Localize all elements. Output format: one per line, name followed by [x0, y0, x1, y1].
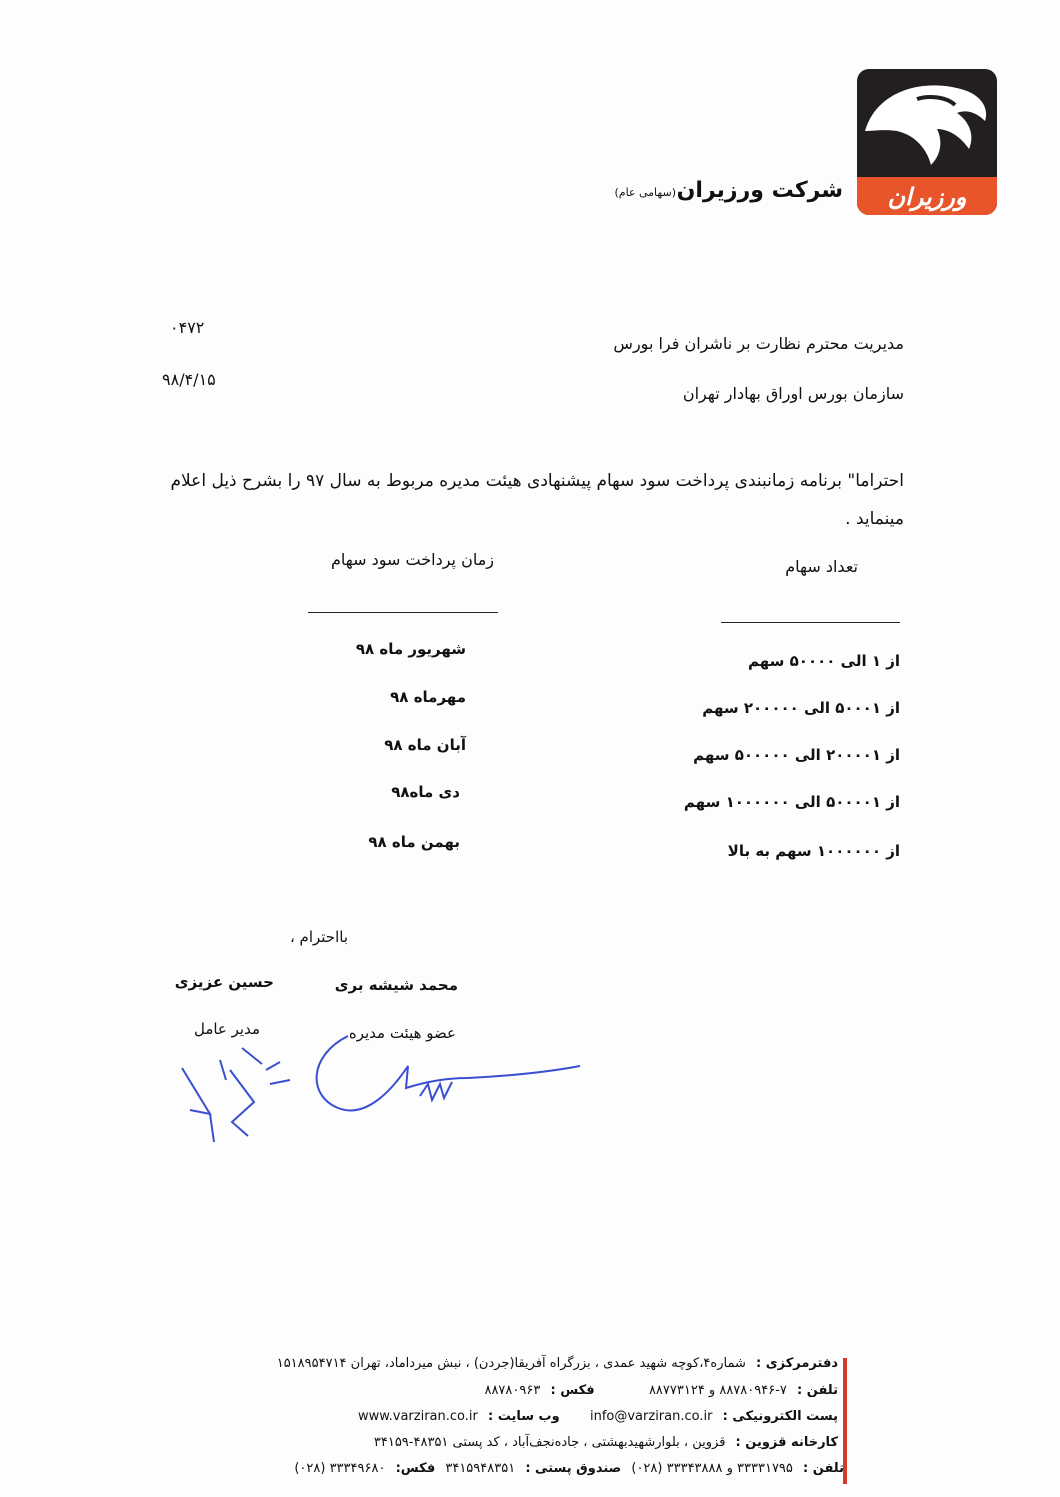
- phone-label: تلفن :: [797, 1383, 838, 1398]
- col-time-header: زمان پرداخت سود سهام: [331, 550, 494, 569]
- pobox-value: ۳۴۱۵۹۴۸۳۵۱: [445, 1461, 516, 1476]
- salutation: بااحترام ،: [289, 928, 348, 946]
- signer-2-title: مدیر عامل: [193, 1020, 260, 1038]
- factory-phone-label: تلفن :: [803, 1461, 844, 1476]
- recipient-line-2: سازمان بورس اوراق بهادار تهران: [682, 384, 904, 403]
- col-shares-header: تعداد سهام: [785, 557, 858, 576]
- letter-date: ۹۸/۴/۱۵: [162, 370, 216, 389]
- shares-row-1: از ۱ الی ۵۰۰۰۰ سهم: [748, 652, 900, 670]
- footer-hq: [271, 1356, 838, 1371]
- web-value[interactable]: www.varziran.co.ir: [357, 1409, 478, 1424]
- signer-1-title: عضو هیئت مدیره: [348, 1024, 456, 1042]
- horse-head-icon: [857, 69, 997, 177]
- letter-body: احتراما" برنامه زمانبندی پرداخت سود سهام پیشنهادی هیئت مدیره مربوط به سال ۹۷ را بشرح ذیل اعلام مینماید .: [170, 471, 904, 529]
- factory-fax-label: فکس:: [395, 1461, 436, 1476]
- time-row-2: مهرماه ۹۸: [390, 688, 466, 706]
- shares-row-3: از ۲۰۰۰۰۱ الی ۵۰۰۰۰۰ سهم: [693, 746, 900, 764]
- shares-row-5: از ۱۰۰۰۰۰۰ سهم به بالا: [727, 842, 900, 860]
- letter-number: ۰۴۷۲: [170, 318, 205, 337]
- email-label: پست الکترونیکی :: [722, 1409, 838, 1424]
- time-row-4: دی ماه۹۸: [391, 783, 460, 801]
- pobox-label: صندوق پستی :: [525, 1461, 622, 1476]
- factory-fax-value: ۳۳۳۴۹۶۸۰ (۰۲۸): [294, 1461, 386, 1476]
- time-row-1: شهریور ماه ۹۸: [355, 640, 466, 658]
- recipient-line-1: مدیریت محترم نظارت بر ناشران فرا بورس: [613, 334, 904, 353]
- footer-factory-contact: [288, 1461, 844, 1476]
- fax-label: فکس :: [550, 1383, 595, 1398]
- time-row-5: بهمن ماه ۹۸: [368, 833, 460, 851]
- shares-row-2: از ۵۰۰۰۱ الی ۲۰۰۰۰۰ سهم: [702, 699, 900, 717]
- logo-band: [857, 177, 997, 215]
- signer-2-name: حسین عزیزی: [174, 973, 274, 991]
- shares-row-4: از ۵۰۰۰۰۱ الی ۱۰۰۰۰۰۰ سهم: [683, 793, 900, 811]
- footer-phone-fax: [478, 1383, 838, 1398]
- factory-phone-value: ۳۳۳۳۱۷۹۵ و ۳۳۳۴۳۸۸۸ (۰۲۸): [631, 1461, 793, 1476]
- phone-value: ۷-۸۸۷۸۰۹۴۶ و ۸۸۷۷۳۱۲۴: [648, 1383, 787, 1398]
- factory-address: قزوین ، بلوارشهیدبهشتی ، جاده‌نجف‌آباد ، کد پستی ۴۸۳۵۱-۳۴۱۵۹: [373, 1435, 726, 1450]
- company-type: (سهامی عام): [614, 186, 676, 199]
- signature-2-icon: [170, 1040, 300, 1155]
- time-header-rule: [308, 612, 498, 613]
- signature-1-icon: [308, 1026, 588, 1126]
- company-name: شرکت ورزیران: [676, 178, 843, 203]
- signer-1-name: محمد شیشه بری: [334, 976, 458, 994]
- email-value[interactable]: info@varziran.co.ir: [589, 1409, 713, 1424]
- web-label: وب سایت :: [488, 1409, 560, 1424]
- hq-label: دفترمرکزی :: [756, 1356, 838, 1371]
- time-row-3: آبان ماه ۹۸: [384, 736, 466, 754]
- logo-wordmark: ورزیران: [887, 183, 967, 211]
- factory-label: کارخانه قزوین :: [735, 1435, 838, 1450]
- hq-address: شماره۴،کوچه شهید عمدی ، بزرگراه آفریقا(جردن) ، نبش میرداماد، تهران ۱۵۱۸۹۵۴۷۱۴: [276, 1356, 746, 1371]
- shares-header-rule: [721, 622, 900, 623]
- fax-value: ۸۸۷۸۰۹۶۳: [484, 1383, 541, 1398]
- footer-email-web: [352, 1409, 838, 1424]
- footer-factory: [368, 1435, 838, 1450]
- company-logo: [857, 69, 997, 215]
